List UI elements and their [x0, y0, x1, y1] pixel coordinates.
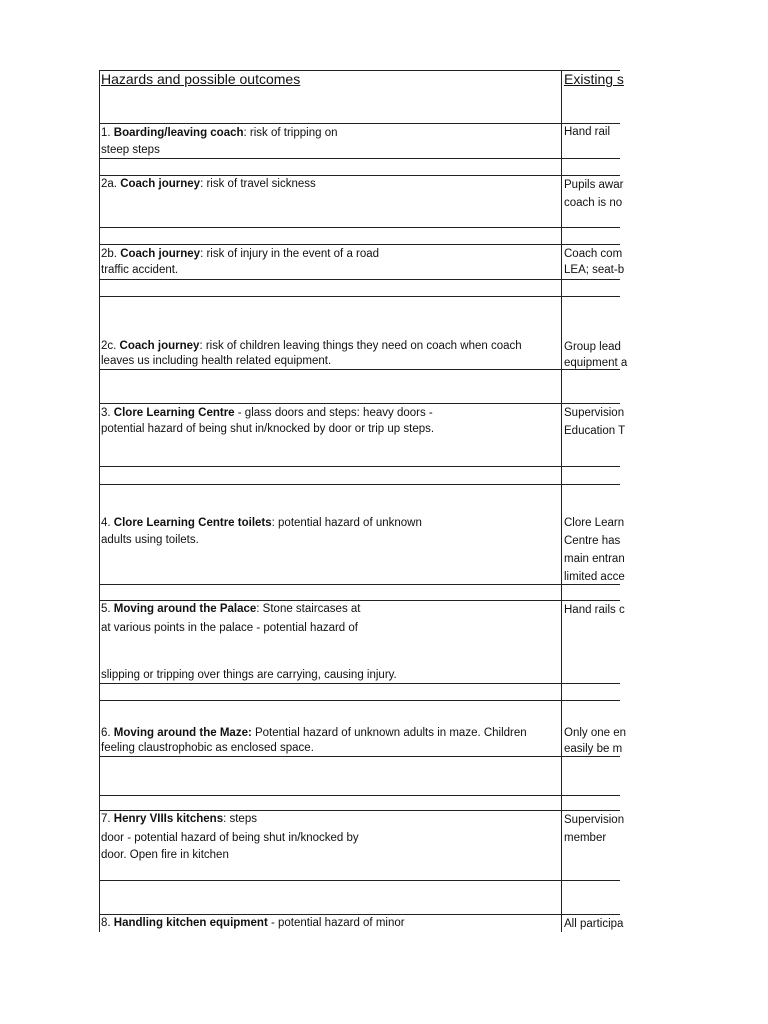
- hazard-7-line3: door. Open fire in kitchen: [101, 849, 229, 861]
- table-rule: [99, 279, 620, 280]
- hazard-8-line1: 8. Handling kitchen equipment - potential hazard of minor: [101, 917, 405, 929]
- existing-2b: [562, 246, 625, 278]
- hazard-1-line1: 1. Boarding/leaving coach: risk of tripping on: [101, 127, 338, 139]
- hazard-2b-line2: traffic accident.: [101, 264, 179, 276]
- table-rule: [99, 466, 620, 467]
- existing-6-line2: easily be m: [564, 743, 623, 755]
- hazard-2b-line1: 2b. Coach journey: risk of injury in the event of a road: [101, 248, 380, 260]
- hazard-4-line1: 4. Clore Learning Centre toilets: potential hazard of unknown: [101, 517, 422, 529]
- existing-4-line3: main entran: [564, 553, 625, 565]
- table-rule: [99, 369, 620, 370]
- existing-7-line2: member: [564, 832, 607, 844]
- existing-4-line4: limited acce: [564, 571, 625, 583]
- hazard-5-line3: slipping or tripping over things are carrying, causing injury.: [101, 669, 397, 681]
- hazard-2c-line2: leaves us including health related equipment.: [101, 355, 332, 367]
- existing-2a-line2: coach is no: [564, 197, 623, 209]
- existing-2a: [562, 177, 624, 211]
- table-rule: [99, 227, 620, 228]
- existing-2b-line2: LEA; seat-b: [564, 264, 625, 276]
- header-hazards: Hazards and possible outcomes: [101, 71, 301, 87]
- header-existing: Existing s: [564, 71, 624, 87]
- table-rule: [99, 158, 620, 159]
- table-rule: [99, 795, 620, 796]
- table-rule: [99, 683, 620, 684]
- existing-2a-line1: Pupils awar: [564, 179, 624, 191]
- existing-2b-line1: Coach com: [564, 248, 623, 260]
- existing-4-line2: Centre has: [564, 535, 621, 547]
- table-rule: [99, 700, 620, 701]
- existing-3-line1: Supervision: [564, 407, 625, 419]
- existing-2c-line2: equipment a: [564, 357, 628, 369]
- table-rule: [99, 880, 620, 881]
- existing-7-line1: Supervision: [564, 814, 625, 826]
- existing-6-line1: Only one en: [564, 727, 627, 739]
- existing-3-line2: Education T: [564, 425, 626, 437]
- table-rule: [99, 403, 620, 404]
- existing-4: [562, 515, 625, 585]
- table-left-border: [99, 70, 100, 932]
- existing-5-line1: Hand rails c: [564, 604, 625, 616]
- hazard-2c-line1: 2c. Coach journey: risk of children leaving things they need on coach when coach: [101, 340, 522, 352]
- hazard-7-line1: 7. Henry VIIIs kitchens: steps: [101, 813, 257, 825]
- existing-1-line1: Hand rail: [564, 126, 611, 138]
- hazard-1-line2: steep steps: [101, 144, 160, 156]
- hazard-3-line2: potential hazard of being shut in/knocked by door or trip up steps.: [101, 423, 435, 435]
- table-rule: [99, 296, 620, 297]
- hazard-7-line2: door - potential hazard of being shut in/knocked by: [101, 832, 359, 844]
- existing-2c-line1: Group lead: [564, 341, 621, 353]
- existing-8-line1: All participa: [564, 918, 624, 930]
- existing-1: [562, 124, 620, 140]
- existing-5: [562, 602, 625, 618]
- hazard-5-line1: 5. Moving around the Palace: Stone staircases at: [101, 603, 361, 615]
- table-rule: [99, 244, 620, 245]
- table-rule: [99, 584, 620, 585]
- hazard-3-line1: 3. Clore Learning Centre - glass doors and steps: heavy doors -: [101, 407, 433, 419]
- hazard-4-line2: adults using toilets.: [101, 534, 199, 546]
- table-rule: [99, 756, 620, 757]
- existing-2c: [562, 339, 628, 371]
- table-rule: [99, 484, 620, 485]
- hazard-6-line1: 6. Moving around the Maze: Potential hazard of unknown adults in maze. Children: [101, 727, 527, 739]
- existing-3: [562, 405, 626, 439]
- existing-8: [562, 916, 624, 932]
- existing-7: [562, 812, 625, 846]
- hazard-6-line2: feeling claustrophobic as enclosed space.: [101, 742, 314, 754]
- hazard-2a-line1: 2a. Coach journey: risk of travel sickness: [101, 178, 316, 190]
- header-existing-clip: [562, 71, 624, 87]
- existing-6: [562, 725, 627, 757]
- existing-4-line1: Clore Learn: [564, 517, 625, 529]
- hazard-5-line2: at various points in the palace - potential hazard of: [101, 622, 358, 634]
- table-rule: [99, 123, 620, 124]
